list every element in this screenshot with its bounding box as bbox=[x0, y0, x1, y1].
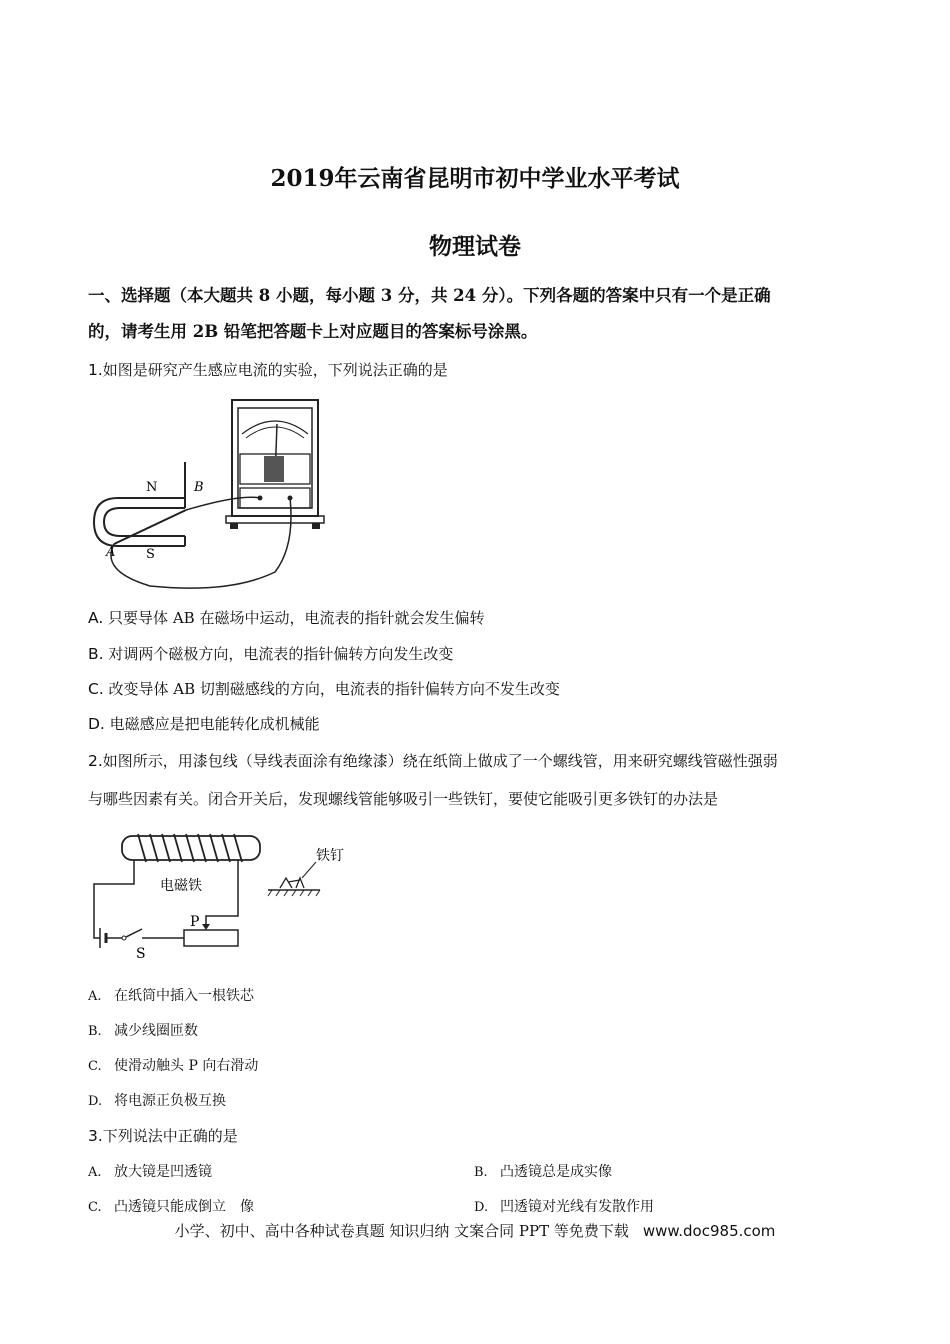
question-1 bbox=[88, 359, 448, 380]
option-text: 只要导体 AB 在磁场中运动，电流表的指针就会发生偏转 bbox=[108, 609, 485, 627]
option-letter: A. bbox=[88, 1165, 102, 1180]
question-text: 下列说法中正确的是 bbox=[102, 1127, 238, 1145]
footer-text: 小学、初中、高中各种试卷真题 知识归纳 文案合同 PPT 等免费下载 bbox=[174, 1222, 629, 1240]
option-letter: C. bbox=[88, 680, 104, 698]
q3-option-b bbox=[474, 1161, 612, 1181]
option-letter: D. bbox=[88, 715, 105, 733]
option-text: 将电源正负极互换 bbox=[114, 1093, 226, 1109]
q1-option-c bbox=[88, 678, 560, 699]
label-s: S bbox=[146, 547, 155, 562]
electromagnet-figure bbox=[88, 832, 368, 962]
page-footer bbox=[0, 1220, 950, 1241]
option-letter: D. bbox=[474, 1200, 489, 1215]
label-s: S bbox=[136, 946, 146, 962]
label-electromagnet: 电磁铁 bbox=[160, 878, 202, 894]
question-number: 2. bbox=[88, 752, 103, 770]
option-text: 电磁感应是把电能转化成机械能 bbox=[109, 715, 320, 733]
option-letter: C. bbox=[88, 1059, 102, 1074]
option-text: 凸透镜只能成倒立 像 bbox=[114, 1199, 254, 1215]
question-2-line-1 bbox=[88, 750, 778, 771]
section-line-2: 的，请考生用 2B 铅笔把答题卡上对应题目的答案标号涂黑。 bbox=[88, 322, 538, 341]
q1-option-d bbox=[88, 713, 320, 734]
question-number: 3. bbox=[88, 1127, 103, 1145]
label-b: B bbox=[194, 480, 204, 495]
question-2-line-2: 与哪些因素有关。闭合开关后，发现螺线管能够吸引一些铁钉，要使它能吸引更多铁钉的办法是 bbox=[88, 790, 719, 808]
q2-option-d bbox=[88, 1090, 226, 1110]
q3-option-c bbox=[88, 1196, 254, 1216]
section-line-1: 一、选择题（本大题共 8 小题，每小题 3 分，共 24 分）。下列各题的答案中只有一个是正确 bbox=[88, 286, 771, 305]
q3-option-d bbox=[474, 1196, 654, 1216]
option-text: 对调两个磁极方向，电流表的指针偏转方向发生改变 bbox=[108, 645, 454, 663]
exam-subtitle: 物理试卷 bbox=[429, 233, 521, 260]
option-text: 凹透镜对光线有发散作用 bbox=[500, 1199, 654, 1215]
question-number: 1. bbox=[88, 361, 103, 379]
label-a: A bbox=[106, 545, 116, 560]
option-letter: B. bbox=[88, 1024, 102, 1039]
exam-title: 2019年云南省昆明市初中学业水平考试 bbox=[270, 165, 680, 192]
option-letter: D. bbox=[88, 1094, 103, 1109]
option-text: 使滑动触头 P 向右滑动 bbox=[114, 1058, 259, 1074]
option-text: 减少线圈匝数 bbox=[114, 1023, 198, 1039]
option-letter: A. bbox=[88, 989, 102, 1004]
option-letter: C. bbox=[88, 1200, 102, 1215]
question-text: 如图所示，用漆包线（导线表面涂有绝缘漆）绕在纸筒上做成了一个螺线管，用来研究螺线管磁性强弱 bbox=[102, 752, 778, 770]
label-p: P bbox=[190, 914, 200, 930]
question-3 bbox=[88, 1125, 238, 1146]
option-letter: B. bbox=[88, 645, 104, 663]
q2-option-c bbox=[88, 1055, 258, 1075]
q1-option-b bbox=[88, 643, 453, 664]
option-letter: B. bbox=[474, 1165, 488, 1180]
q2-option-b bbox=[88, 1020, 198, 1040]
question-text: 如图是研究产生感应电流的实验，下列说法正确的是 bbox=[102, 361, 448, 379]
label-nails: 铁钉 bbox=[316, 848, 344, 864]
label-n: N bbox=[146, 480, 158, 495]
option-text: 放大镜是凹透镜 bbox=[114, 1164, 212, 1180]
option-text: 在纸筒中插入一根铁芯 bbox=[114, 988, 254, 1004]
option-letter: A. bbox=[88, 609, 104, 627]
footer-url-link[interactable]: www.doc985.com bbox=[642, 1222, 776, 1240]
q1-option-a bbox=[88, 607, 484, 628]
q3-option-a bbox=[88, 1161, 212, 1181]
option-text: 凸透镜总是成实像 bbox=[500, 1164, 612, 1180]
section-instructions bbox=[88, 278, 868, 350]
induction-experiment-figure bbox=[90, 396, 340, 596]
option-text: 改变导体 AB 切割磁感线的方向，电流表的指针偏转方向不发生改变 bbox=[108, 680, 560, 698]
q2-option-a bbox=[88, 985, 254, 1005]
